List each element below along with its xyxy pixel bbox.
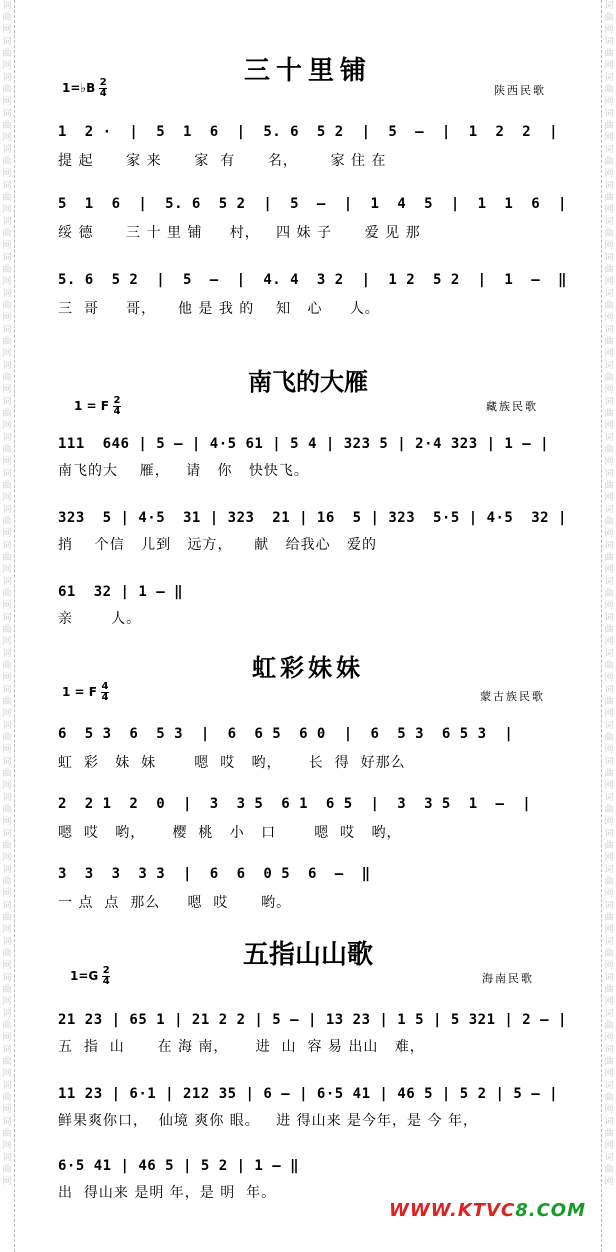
right-watermark: 词曲网词曲网词曲网词曲网词曲网词曲网词曲网词曲网词曲网词曲网词曲网词曲网词曲网词曲网词曲网词曲网词曲网词曲网词曲网词曲网词曲网词曲网词曲网词曲网词曲网词曲网词曲网词曲网词曲网词曲网词曲网词曲网词曲网 [604, 1, 614, 1187]
notation-line: 11 23 | 6·1 | 212 35 | 6 – | 6·5 41 | 46 5 | 5 2 | 5 – | [58, 1086, 559, 1102]
site-logo: WWW.KTVC8.COM [388, 1200, 586, 1221]
lyric-line: 提 起 家 来 家 有 名， 家 住 在 [58, 153, 387, 169]
song-title-3: 虹彩妹妹 [252, 654, 364, 682]
key-signature-2: 1 = F $\frac{2}{4}$ [74, 395, 121, 417]
lyric-line: 出 得山来 是明 年，是 明 年。 [58, 1185, 277, 1201]
left-watermark: 词曲网词曲网词曲网词曲网词曲网词曲网词曲网词曲网词曲网词曲网词曲网词曲网词曲网词曲网词曲网词曲网词曲网词曲网词曲网词曲网词曲网词曲网词曲网词曲网词曲网词曲网词曲网词曲网词曲网词曲网词曲网词曲网词曲网 [2, 1, 12, 1187]
notation-line: 1 2 · | 5 1 6 | 5. 6 5 2 | 5 – | 1 2 2 | [58, 124, 559, 140]
song-title-1: 三十里铺 [243, 56, 372, 86]
region-label-2: 藏族民歌 [486, 400, 538, 413]
notation-line: 5. 6 5 2 | 5 – | 4. 4 3 2 | 1 2 5 2 | 1 – ‖ [58, 272, 567, 288]
notation-line: 3 3 3 3 3 | 6 6 0 5 6 – ‖ [58, 866, 371, 882]
left-border [14, 0, 15, 1252]
notation-line: 2 2 1 2 0 | 3 3 5 6 1 6 5 | 3 3 5 1 – | [58, 796, 532, 812]
notation-line: 5 1 6 | 5. 6 5 2 | 5 – | 1 4 5 | 1 1 6 | [58, 196, 567, 212]
song-title-2: 南飞的大雁 [248, 368, 368, 396]
lyric-line: 南飞的大 雁， 请 你 快快飞。 [58, 463, 309, 479]
lyric-line: 三 哥 哥， 他 是 我 的 知 心 人。 [58, 301, 380, 317]
notation-line: 6·5 41 | 46 5 | 5 2 | 1 – ‖ [58, 1158, 300, 1174]
key-signature-4: 1=G $\frac{2}{4}$ [70, 965, 110, 987]
notation-line: 61 32 | 1 – ‖ [58, 584, 184, 600]
region-label-1: 陕西民歌 [494, 84, 546, 97]
lyric-line: 一 点 点 那么 嗯 哎 哟。 [58, 895, 292, 911]
lyric-line: 虹 彩 妹 妹 嗯 哎 哟， 长 得 好那么 [58, 755, 406, 771]
lyric-line: 嗯 哎 哟， 樱 桃 小 口 嗯 哎 哟， [58, 825, 402, 841]
notation-line: 6 5 3 6 5 3 | 6 6 5 6 0 | 6 5 3 6 5 3 | [58, 726, 514, 742]
lyric-line: 鲜果爽你口， 仙境 爽你 眼。 进 得山来 是今年，是 今 年， [58, 1113, 478, 1129]
lyric-line: 捎 个信 儿到 远方， 献 给我心 爱的 [58, 537, 378, 553]
lyric-line: 亲 人。 [58, 611, 142, 627]
lyric-line: 绥 德 三 十 里 铺 村， 四 妹 子 爱 见 那 [58, 225, 421, 241]
notation-line: 111 646 | 5 – | 4·5 61 | 5 4 | 323 5 | 2·4 323 | 1 – | [58, 436, 550, 452]
key-signature-3: 1 = F $\frac{4}{4}$ [62, 681, 109, 703]
right-border [601, 0, 602, 1252]
region-label-4: 海南民歌 [482, 972, 534, 985]
notation-line: 323 5 | 4·5 31 | 323 21 | 16 5 | 323 5·5 | 4·5 32 | [58, 510, 567, 526]
lyric-line: 五 指 山 在 海 南， 进 山 容 易 出山 难， [58, 1039, 425, 1055]
song-title-4: 五指山山歌 [242, 940, 373, 970]
region-label-3: 蒙古族民歌 [480, 690, 545, 703]
notation-line: 21 23 | 65 1 | 21 2 2 | 5 – | 13 23 | 1 5 | 5 321 | 2 – | [58, 1012, 567, 1028]
key-signature-1: 1=♭B $\frac{2}{4}$ [62, 77, 107, 99]
